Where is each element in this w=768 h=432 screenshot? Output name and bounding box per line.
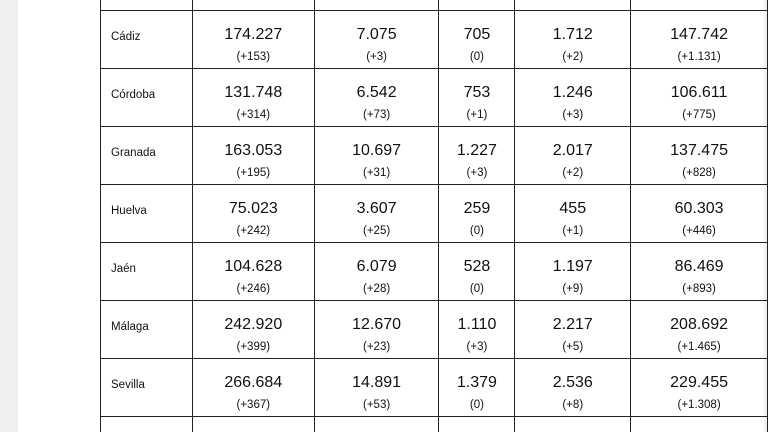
table-cell	[515, 127, 631, 185]
cell-value: 75.023	[228, 200, 278, 217]
cell-delta: (+242)	[236, 225, 271, 237]
cell-value: 705	[463, 26, 491, 43]
cell-delta: (+5)	[562, 341, 584, 353]
cell-value: 174.227	[224, 26, 283, 43]
table-cell	[515, 185, 631, 243]
table-row	[101, 301, 768, 359]
left-margin	[0, 0, 18, 432]
cell-delta: (+399)	[236, 341, 271, 353]
table-cell	[631, 69, 768, 127]
cell-delta: (0)	[469, 225, 484, 237]
cell-delta: (0)	[469, 51, 484, 63]
cell-value: 1.110	[457, 316, 497, 333]
table-cell	[314, 11, 439, 69]
cell-value: 6.079	[356, 258, 397, 275]
cell-value: 753	[463, 84, 491, 101]
table-row-partial-top	[101, 0, 768, 11]
table-cell	[192, 243, 314, 301]
cell-delta: (+25)	[363, 225, 391, 237]
cell-delta: (+73)	[363, 109, 391, 121]
province-name: Córdoba	[101, 69, 193, 127]
cell-value: 1.379	[456, 374, 497, 391]
table-cell	[192, 301, 314, 359]
cell-value: 86.469	[674, 258, 724, 275]
cell-value: 528	[463, 258, 491, 275]
cell-delta: (+1.131)	[677, 51, 721, 63]
table-cell	[314, 301, 439, 359]
table-cell	[314, 127, 439, 185]
cell-value: 6.542	[356, 84, 397, 101]
table-row	[101, 359, 768, 417]
table-cell	[314, 359, 439, 417]
cell-value: 1.246	[552, 84, 593, 101]
cell-delta: (+3)	[466, 341, 488, 353]
table-cell	[515, 359, 631, 417]
table-cell	[631, 11, 768, 69]
cell-delta: (+23)	[363, 341, 391, 353]
cell-delta: (+893)	[682, 283, 716, 295]
cell-value: 229.455	[670, 374, 728, 391]
table-cell	[439, 185, 515, 243]
cell-value: 163.053	[224, 142, 283, 159]
cell-value: 137.475	[670, 142, 728, 159]
table-cell	[314, 185, 439, 243]
cell-delta: (+314)	[236, 109, 271, 121]
cell-delta: (+2)	[562, 51, 584, 63]
table-cell	[631, 301, 768, 359]
table-cell	[192, 127, 314, 185]
cell-delta: (+28)	[363, 283, 391, 295]
table-cell	[439, 359, 515, 417]
province-name: Málaga	[101, 301, 193, 359]
cell-delta: (+2)	[562, 167, 584, 179]
cell-delta: (+3)	[466, 167, 488, 179]
table-cell	[631, 359, 768, 417]
cell-value: 60.303	[674, 200, 724, 217]
cell-value: 14.891	[352, 374, 402, 391]
table-cell	[439, 127, 515, 185]
table-cell	[192, 359, 314, 417]
cell-delta: (+9)	[562, 283, 584, 295]
table-row	[101, 243, 768, 301]
cell-value: 7.075	[356, 26, 397, 43]
cell-delta: (0)	[469, 399, 484, 411]
cell-delta: (0)	[469, 283, 484, 295]
cell-delta: (+195)	[236, 167, 271, 179]
cell-delta: (+53)	[363, 399, 391, 411]
cell-value: 12.670	[352, 316, 402, 333]
cell-value: 242.920	[224, 316, 283, 333]
table-cell	[515, 301, 631, 359]
cell-delta: (+153)	[236, 51, 271, 63]
table-cell	[439, 301, 515, 359]
cell-value: 104.628	[224, 258, 283, 275]
cell-value: 2.536	[552, 374, 593, 391]
cell-value: 10.697	[352, 142, 402, 159]
province-name: Sevilla	[101, 359, 193, 417]
cell-value: 147.742	[670, 26, 728, 43]
table-cell	[439, 243, 515, 301]
cell-delta: (+3)	[366, 51, 387, 63]
cell-delta: (+3)	[562, 109, 584, 121]
cell-delta: (+828)	[682, 167, 716, 179]
cell-delta: (+775)	[682, 109, 716, 121]
table-row	[101, 69, 768, 127]
province-name: Cádiz	[101, 11, 193, 69]
cell-value: 266.684	[224, 374, 283, 391]
table-cell	[515, 11, 631, 69]
table-row	[101, 185, 768, 243]
cell-value: 131.748	[224, 84, 283, 101]
table-cell	[515, 243, 631, 301]
cell-delta: (+1)	[466, 109, 488, 121]
cell-delta: (+246)	[236, 283, 271, 295]
table-cell	[314, 243, 439, 301]
province-name: Granada	[101, 127, 193, 185]
cell-value: 1.227	[456, 142, 497, 159]
table-cell	[631, 185, 768, 243]
cell-delta: (+31)	[363, 167, 391, 179]
cell-delta: (+446)	[682, 225, 716, 237]
table-cell	[192, 11, 314, 69]
cell-value: 208.692	[670, 316, 728, 333]
cell-value: 455	[559, 200, 587, 217]
cell-delta: (+8)	[562, 399, 584, 411]
table-cell	[192, 69, 314, 127]
cell-value: 2.017	[552, 142, 593, 159]
cell-value: 259	[463, 200, 491, 217]
table-row-partial-bottom	[101, 417, 768, 432]
cell-delta: (+1.465)	[677, 341, 721, 353]
cell-value: 1.197	[552, 258, 593, 275]
table-body	[101, 0, 768, 432]
province-name: Jaén	[101, 243, 193, 301]
cell-delta: (+1.308)	[677, 399, 721, 411]
table-cell	[439, 11, 515, 69]
cell-delta: (+1)	[562, 225, 584, 237]
table-cell	[515, 69, 631, 127]
table-cell	[631, 243, 768, 301]
cell-value: 106.611	[670, 84, 728, 101]
cell-value: 1.712	[552, 26, 593, 43]
cell-delta: (+367)	[236, 399, 271, 411]
cell-value: 2.217	[552, 316, 593, 333]
cell-value: 3.607	[356, 200, 397, 217]
province-stats-table	[100, 0, 768, 432]
table-row	[101, 11, 768, 69]
table-cell	[631, 127, 768, 185]
table-cell	[439, 69, 515, 127]
table-cell	[192, 185, 314, 243]
table-row	[101, 127, 768, 185]
province-name: Huelva	[101, 185, 193, 243]
table-cell	[314, 69, 439, 127]
